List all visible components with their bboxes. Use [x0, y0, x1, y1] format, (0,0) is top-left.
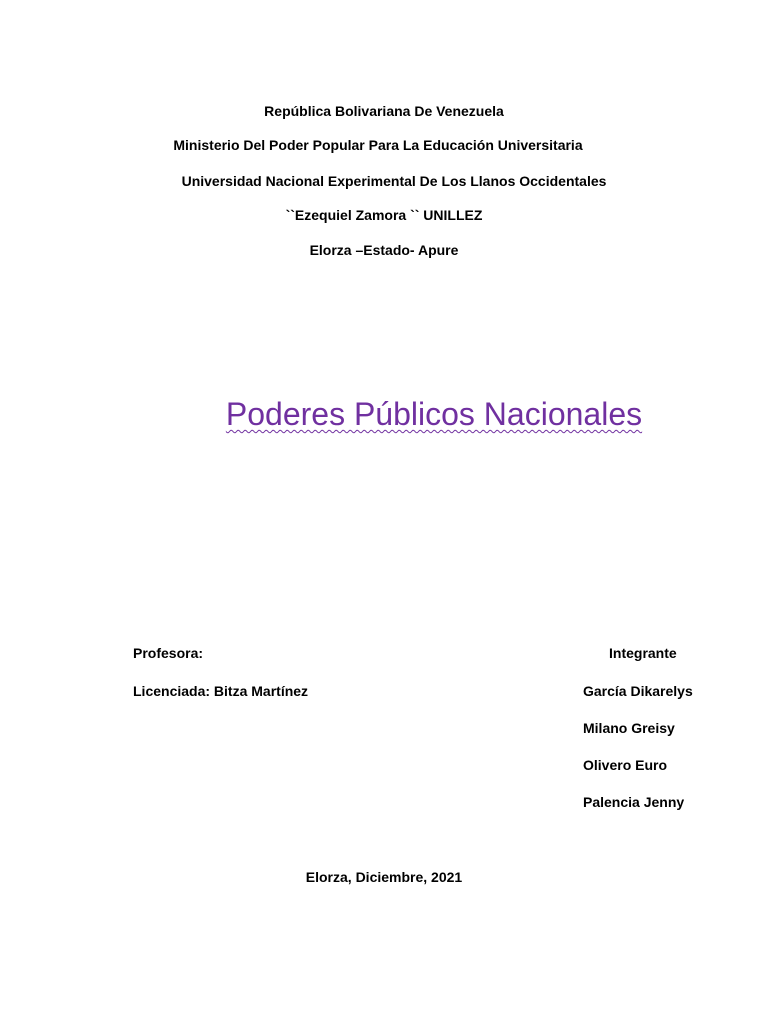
member-name: García Dikarelys — [583, 683, 693, 699]
professor-label: Profesora: — [133, 645, 204, 661]
member-name: Milano Greisy — [583, 720, 675, 736]
member-name: Palencia Jenny — [583, 794, 685, 810]
date-footer: Elorza, Diciembre, 2021 — [305, 869, 463, 885]
header-university-short: ``Ezequiel Zamora `` UNILLEZ — [285, 207, 483, 223]
document-title: Poderes Públicos Nacionales — [225, 396, 643, 432]
header-location: Elorza –Estado- Apure — [309, 242, 459, 258]
members-label: Integrante — [609, 645, 677, 661]
header-country: República Bolivariana De Venezuela — [264, 103, 504, 119]
member-name: Olivero Euro — [583, 757, 668, 773]
header-ministry: Ministerio Del Poder Popular Para La Educación Universitaria — [173, 137, 583, 153]
header-university: Universidad Nacional Experimental De Los Llanos Occidentales — [181, 173, 607, 189]
professor-name: Licenciada: Bitza Martínez — [133, 683, 309, 699]
